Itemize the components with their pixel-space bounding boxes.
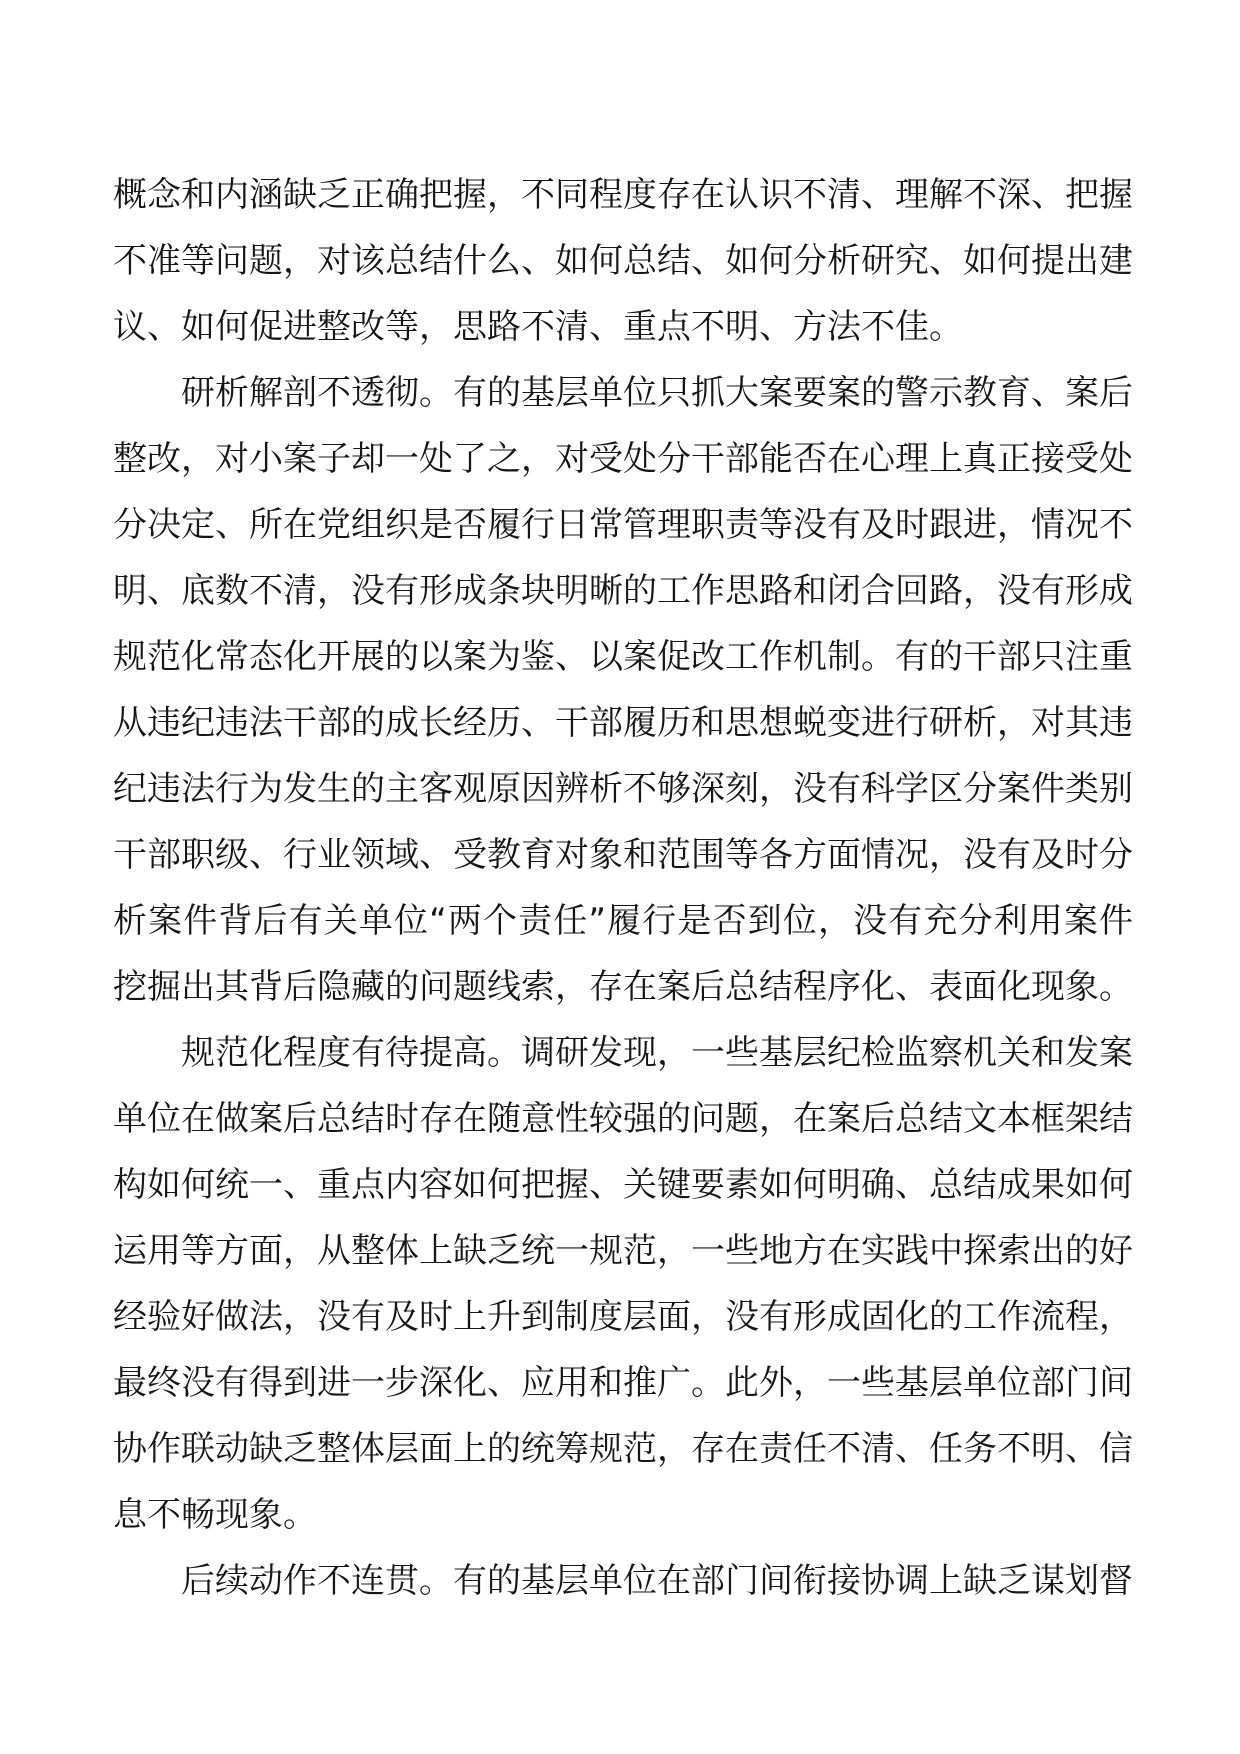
text-line: 从违纪违法干部的成长经历、干部履历和思想蜕变进行研析，对其违	[113, 703, 1133, 743]
paragraph-first-line: 研析解剖不透彻。有的基层单位只抓大案要案的警示教育、案后	[181, 373, 1133, 413]
text-line: 最终没有得到进一步深化、应用和推广。此外，一些基层单位部门间	[113, 1363, 1133, 1403]
text-line: 规范化常态化开展的以案为鉴、以案促改工作机制。有的干部只注重	[113, 637, 1133, 677]
text-line: 息不畅现象。	[113, 1495, 317, 1535]
text-line: 整改，对小案子却一处了之，对受处分干部能否在心理上真正接受处	[113, 439, 1133, 479]
text-line: 纪违法行为发生的主客观原因辨析不够深刻，没有科学区分案件类别	[113, 769, 1133, 809]
text-line: 不准等问题，对该总结什么、如何总结、如何分析研究、如何提出建	[113, 241, 1133, 281]
text-line: 经验好做法，没有及时上升到制度层面，没有形成固化的工作流程，	[113, 1297, 1133, 1337]
text-line: 协作联动缺乏整体层面上的统筹规范，存在责任不清、任务不明、信	[113, 1429, 1133, 1469]
body-text	[113, 162, 1133, 1614]
paragraph-first-line: 规范化程度有待提高。调研发现，一些基层纪检监察机关和发案	[181, 1033, 1133, 1073]
text-line: 挖掘出其背后隐藏的问题线索，存在案后总结程序化、表面化现象。	[113, 967, 1133, 1007]
text-line: 议、如何促进整改等，思路不清、重点不明、方法不佳。	[113, 307, 963, 347]
text-line: 干部职级、行业领域、受教育对象和范围等各方面情况，没有及时分	[113, 835, 1133, 875]
text-line: 析案件背后有关单位“两个责任”履行是否到位，没有充分利用案件	[113, 901, 1133, 941]
text-line: 运用等方面，从整体上缺乏统一规范，一些地方在实践中探索出的好	[113, 1231, 1133, 1271]
paragraph-first-line: 后续动作不连贯。有的基层单位在部门间衔接协调上缺乏谋划督	[181, 1561, 1133, 1601]
text-line: 分决定、所在党组织是否履行日常管理职责等没有及时跟进，情况不	[113, 505, 1133, 545]
text-line: 明、底数不清，没有形成条块明晰的工作思路和闭合回路，没有形成	[113, 571, 1133, 611]
text-line: 构如何统一、重点内容如何把握、关键要素如何明确、总结成果如何	[113, 1165, 1133, 1205]
text-line: 单位在做案后总结时存在随意性较强的问题，在案后总结文本框架结	[113, 1099, 1133, 1139]
text-line: 概念和内涵缺乏正确把握，不同程度存在认识不清、理解不深、把握	[113, 175, 1133, 215]
